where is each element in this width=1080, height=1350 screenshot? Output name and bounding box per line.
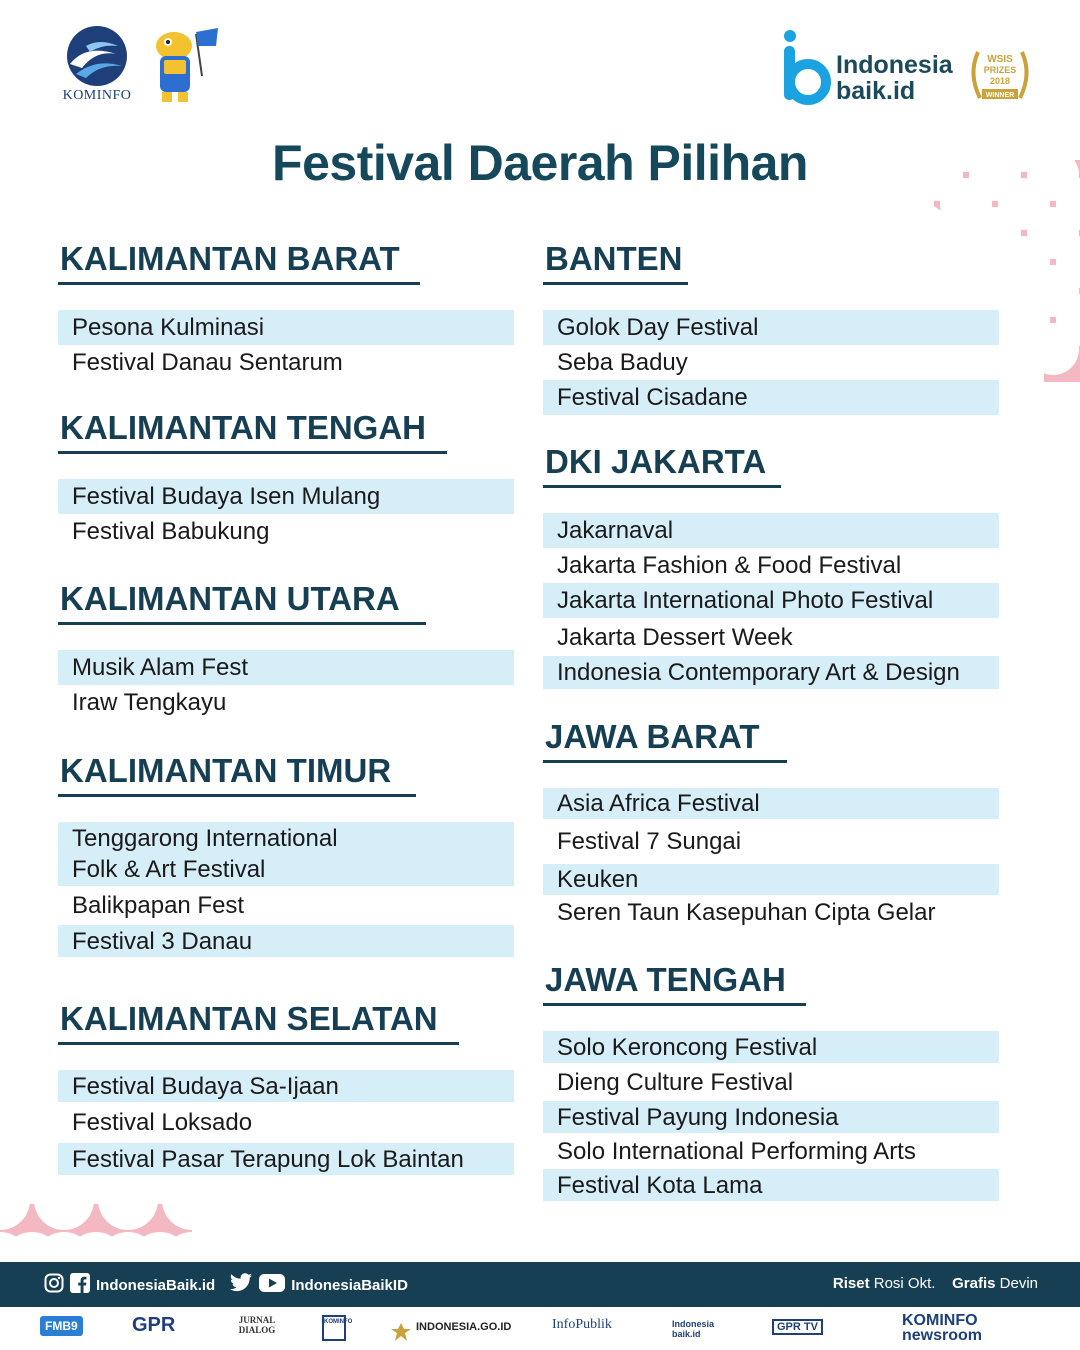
region-banten: [543, 240, 999, 415]
region-underline: [58, 794, 416, 797]
wsis-line2: PRIZES: [983, 65, 1017, 75]
twitter-icon[interactable]: [229, 1273, 253, 1297]
mascot-icon: [144, 26, 220, 106]
wsis-line3: 2018: [989, 76, 1011, 86]
pattern-decoration-bottom-icon: [0, 1200, 196, 1262]
grafis-label: Grafis: [952, 1275, 996, 1292]
ib-line2: baik.id: [836, 77, 916, 105]
region-kalimantan-timur: [58, 752, 514, 957]
region-underline: [58, 622, 426, 625]
region-underline: [543, 1003, 806, 1006]
partner-kominfo-newsroom[interactable]: KOMINFO newsroom: [902, 1312, 983, 1344]
kominfo-logo: [56, 24, 138, 108]
region-kalimantan-utara: [58, 580, 514, 720]
wsis-line4: WINNER: [985, 92, 1015, 99]
social-handle-1[interactable]: IndonesiaBaik.id: [96, 1276, 216, 1294]
list-item: Festival Payung Indonesia: [543, 1101, 999, 1133]
list-item: Festival Pasar Terapung Lok Baintan: [58, 1143, 514, 1175]
list-item: Festival 7 Sungai: [557, 828, 742, 855]
region-title: KALIMANTAN TENGAH: [60, 409, 427, 446]
indonesiabaik-logo: [782, 30, 962, 106]
list-item: Asia Africa Festival: [543, 788, 999, 819]
wsis-badge: [966, 44, 1034, 108]
region-underline: [543, 485, 781, 488]
region-underline: [58, 451, 447, 454]
page-title: Festival Daerah Pilihan: [272, 135, 808, 191]
list-item: Musik Alam Fest: [58, 650, 514, 685]
instagram-icon[interactable]: [44, 1273, 64, 1297]
list-item: Solo International Performing Arts: [557, 1137, 916, 1165]
list-item: Jakarta Dessert Week: [557, 623, 793, 651]
ib-mark-icon: [782, 30, 832, 106]
garuda-icon: [390, 1321, 412, 1346]
social-handle-2[interactable]: IndonesiaBaikID: [291, 1276, 408, 1294]
list-item: Festival Babukung: [72, 518, 270, 545]
region-title: KALIMANTAN BARAT: [60, 240, 400, 277]
list-item: Festival Kota Lama: [543, 1169, 999, 1201]
list-item: Iraw Tengkayu: [72, 689, 227, 716]
list-item: Festival Budaya Sa-Ijaan: [58, 1070, 514, 1102]
partner-indonesiabaik[interactable]: Indonesia baik.id: [672, 1319, 715, 1339]
region-title: JAWA BARAT: [545, 718, 760, 755]
region-title: KALIMANTAN SELATAN: [60, 1000, 438, 1037]
region-title: KALIMANTAN TIMUR: [60, 752, 392, 789]
list-item: Jakarta International Photo Festival: [543, 583, 999, 618]
list-item: Seba Baduy: [557, 349, 688, 376]
region-title: DKI JAKARTA: [545, 443, 767, 480]
laurel-icon: [966, 44, 1034, 108]
list-item: Pesona Kulminasi: [58, 310, 514, 345]
region-underline: [58, 282, 420, 285]
list-item: Festival Cisadane: [543, 380, 999, 415]
facebook-icon[interactable]: [70, 1273, 90, 1297]
list-item: Indonesia Contemporary Art & Design: [543, 656, 999, 689]
list-item: Festival Loksado: [72, 1109, 253, 1136]
list-item: Dieng Culture Festival: [557, 1068, 794, 1096]
region-title: KALIMANTAN UTARA: [60, 580, 400, 617]
partner-gpr[interactable]: GPR: [132, 1314, 176, 1336]
list-item: [58, 822, 514, 886]
kominfo-emblem-icon: [56, 24, 138, 88]
list-item: Solo Keroncong Festival: [543, 1031, 999, 1063]
region-jawa-barat: [543, 718, 999, 930]
region-underline: [543, 282, 688, 285]
credits: [833, 1275, 1038, 1292]
region-title: JAWA TENGAH: [545, 961, 786, 998]
list-item-text: Tenggarong International Folk & Art Festival: [72, 825, 338, 883]
ib-line1: Indonesia: [836, 51, 953, 79]
riset-label: Riset: [832, 1275, 870, 1292]
riset-name: Rosi Okt.: [873, 1275, 936, 1292]
youtube-icon[interactable]: [259, 1273, 285, 1297]
partner-kominfo-badge[interactable]: KOMINFO: [322, 1315, 346, 1341]
region-jawa-tengah: [543, 961, 999, 1201]
grafis-name: Devin: [999, 1275, 1038, 1292]
region-dki-jakarta: [543, 443, 999, 689]
list-item: Festival Danau Sentarum: [72, 349, 343, 376]
kominfo-label: KOMINFO: [62, 88, 132, 103]
wsis-line1: WSIS: [987, 54, 1013, 65]
list-item: Jakarnaval: [543, 513, 999, 548]
partner-infopublik[interactable]: InfoPublik: [552, 1317, 612, 1332]
partner-fmb9[interactable]: FMB9: [40, 1316, 83, 1336]
list-item: Balikpapan Fest: [72, 892, 245, 919]
partner-indonesia-go-id[interactable]: INDONESIA.GO.ID: [416, 1321, 512, 1333]
region-title: BANTEN: [545, 240, 683, 277]
tv-digital-mascot: [144, 26, 220, 106]
partner-logos: [0, 1307, 1080, 1350]
list-item: Keuken: [543, 864, 999, 895]
footer-bar: [0, 1262, 1080, 1307]
list-item: Seren Taun Kasepuhan Cipta Gelar: [557, 899, 936, 926]
region-kalimantan-barat: [58, 240, 514, 380]
list-item: Jakarta Fashion & Food Festival: [557, 552, 902, 579]
partner-gpr-tv[interactable]: GPR TV: [772, 1319, 823, 1335]
region-underline: [543, 760, 787, 763]
region-underline: [58, 1042, 459, 1045]
list-item: Festival 3 Danau: [58, 925, 514, 957]
list-item: Golok Day Festival: [543, 310, 999, 345]
region-kalimantan-selatan: [58, 1000, 514, 1175]
region-kalimantan-tengah: [58, 409, 514, 549]
partner-jurnal-dialog[interactable]: JURNAL DIALOG: [238, 1315, 276, 1335]
list-item: Festival Budaya Isen Mulang: [58, 479, 514, 514]
